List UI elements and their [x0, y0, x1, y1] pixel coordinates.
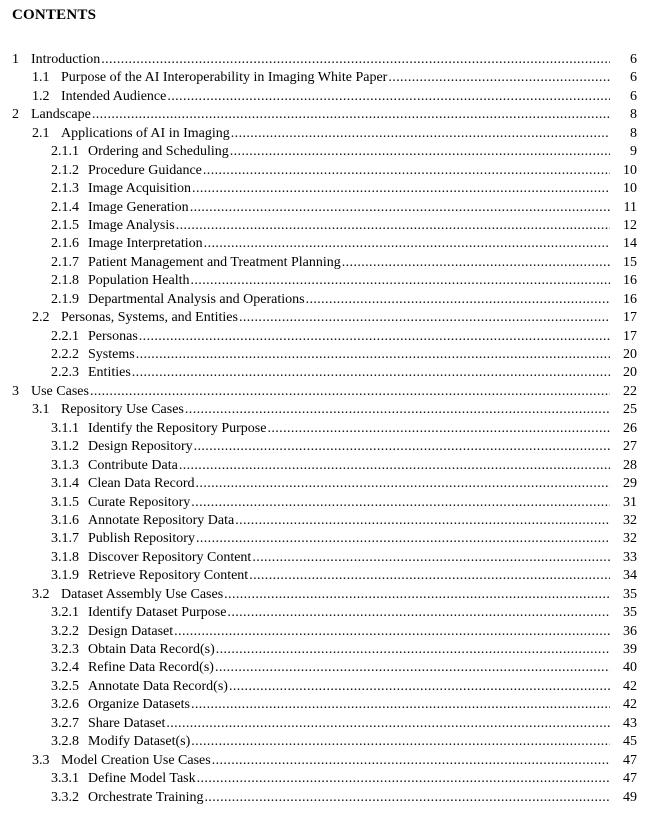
toc-entry-page[interactable]: 45	[623, 734, 637, 750]
toc-entry-title[interactable]: Share Dataset	[88, 715, 166, 731]
toc-dot-leader	[227, 604, 610, 622]
toc-entry-page[interactable]: 49	[623, 789, 637, 805]
toc-dot-leader	[191, 272, 611, 290]
toc-entry[interactable]	[0, 604, 653, 622]
toc-entry-title-wrap	[88, 530, 610, 548]
toc-entry-page[interactable]: 6	[630, 88, 637, 104]
toc-entry-page[interactable]: 15	[623, 254, 637, 270]
toc-dot-leader	[230, 143, 610, 161]
toc-entry-page[interactable]: 36	[623, 623, 637, 639]
toc-entry-title[interactable]: Repository Use Cases	[61, 402, 184, 418]
toc-dot-leader	[179, 457, 610, 475]
toc-entry-number: 3.2.5	[51, 678, 79, 694]
toc-entry-title[interactable]: Organize Datasets	[88, 697, 190, 713]
toc-entry[interactable]	[0, 733, 653, 751]
toc-entry-title-wrap	[31, 51, 610, 69]
toc-entry-number: 2.1.1	[51, 144, 79, 160]
toc-entry-title-wrap	[88, 346, 610, 364]
toc-entry-page[interactable]: 8	[630, 125, 637, 141]
toc-entry-number: 3.2.7	[51, 715, 79, 731]
toc-entry-title[interactable]: Publish Repository	[88, 531, 195, 547]
toc-entry[interactable]	[0, 789, 653, 807]
toc-entry-title[interactable]: Procedure Guidance	[88, 162, 202, 178]
toc-dot-leader	[306, 291, 610, 309]
toc-entry-title[interactable]: Intended Audience	[61, 88, 167, 104]
toc-entry[interactable]	[0, 235, 653, 253]
toc-dot-leader	[197, 770, 610, 788]
toc-entry-title-wrap	[88, 567, 610, 585]
toc-entry-title-wrap	[61, 125, 610, 143]
toc-entry-number: 1	[12, 52, 19, 67]
toc-entry-title[interactable]: Contribute Data	[88, 457, 178, 473]
toc-dot-leader	[231, 125, 610, 143]
toc-dot-leader	[191, 696, 610, 714]
toc-entry[interactable]	[0, 291, 653, 309]
toc-entry-title-wrap	[88, 604, 610, 622]
toc-entry[interactable]	[0, 494, 653, 512]
toc-dot-leader	[176, 217, 610, 235]
toc-dot-leader	[252, 549, 610, 567]
toc-entry-number: 2.2.2	[51, 347, 79, 362]
page-title: CONTENTS	[12, 7, 97, 23]
toc-entry-number: 3.1.2	[51, 439, 79, 455]
toc-entry[interactable]	[0, 457, 653, 475]
toc-entry-title-wrap	[88, 328, 610, 346]
toc-entry-number: 1.2	[32, 88, 50, 104]
toc-entry-title-wrap	[88, 770, 610, 788]
toc-entry-title[interactable]: Image Acquisition	[88, 181, 192, 197]
toc-entry-title[interactable]: Retrieve Repository Content	[88, 568, 249, 584]
toc-dot-leader	[229, 678, 610, 696]
toc-entry-title[interactable]: Define Model Task	[88, 771, 196, 787]
toc-entry-title-wrap	[61, 69, 610, 87]
toc-dot-leader	[203, 162, 610, 180]
toc-entry-page[interactable]: 28	[623, 457, 637, 473]
toc-entry-number: 2.2	[32, 310, 50, 326]
toc-entry-title[interactable]: Departmental Analysis and Operations	[88, 291, 305, 307]
toc-entry-page[interactable]: 17	[623, 328, 637, 344]
toc-entry-number: 2.2.3	[51, 365, 79, 381]
toc-entry-number: 2.1	[32, 125, 50, 141]
toc-entry-number: 2.1.7	[51, 254, 79, 270]
toc-entry-title-wrap	[88, 733, 610, 751]
toc-entry-title[interactable]: Patient Management and Treatment Planning	[88, 254, 341, 270]
toc-entry[interactable]	[0, 364, 653, 382]
toc-entry-page[interactable]: 35	[623, 586, 637, 602]
toc-entry-title-wrap	[88, 438, 610, 456]
toc-entry-title[interactable]: Refine Data Record(s)	[88, 660, 214, 676]
toc-entry-page[interactable]: 32	[623, 531, 637, 547]
toc-entry[interactable]	[0, 696, 653, 714]
toc-entry-page[interactable]: 40	[623, 660, 637, 676]
toc-entry-page[interactable]: 29	[623, 476, 637, 492]
toc-entry[interactable]	[0, 678, 653, 696]
toc-entry-number: 3.1.1	[51, 420, 79, 436]
toc-entry-page[interactable]: 6	[630, 52, 637, 67]
toc-entry-title[interactable]: Design Dataset	[88, 623, 174, 639]
toc-entry-title[interactable]: Modify Dataset(s)	[88, 734, 191, 750]
toc-entry-page[interactable]: 31	[623, 494, 637, 510]
toc-entry-title-wrap	[88, 623, 610, 641]
toc-entry-page[interactable]: 6	[630, 70, 637, 86]
toc-entry[interactable]	[0, 346, 653, 364]
toc-dot-leader	[212, 752, 610, 770]
toc-entry[interactable]	[0, 199, 653, 217]
toc-entry-number: 3.1.7	[51, 531, 79, 547]
toc-entry-title[interactable]: Curate Repository	[88, 494, 191, 510]
toc-entry-number: 3.3.1	[51, 771, 79, 787]
toc-entry-number: 2.1.5	[51, 217, 79, 233]
toc-entry-page[interactable]: 17	[623, 310, 637, 326]
toc-dot-leader	[216, 641, 610, 659]
toc-dot-leader	[196, 530, 610, 548]
toc-entry-title-wrap	[31, 106, 610, 124]
toc-entry-title[interactable]: Introduction	[31, 52, 101, 67]
toc-entry-title-wrap	[61, 88, 610, 106]
toc-dot-leader	[342, 254, 610, 272]
toc-entry-title[interactable]: Model Creation Use Cases	[61, 752, 211, 768]
toc-entry-title-wrap	[88, 641, 610, 659]
toc-entry-title-wrap	[88, 199, 610, 217]
toc-entry-page[interactable]: 33	[623, 549, 637, 565]
toc-dot-leader	[92, 106, 610, 124]
toc-dot-leader	[204, 235, 610, 253]
toc-entry[interactable]	[0, 586, 653, 604]
toc-entry-title[interactable]: Identify the Repository Purpose	[88, 420, 267, 436]
toc-entry-number: 2.2.1	[51, 328, 79, 344]
toc-entry[interactable]	[0, 567, 653, 585]
toc-entry-number: 3.2.4	[51, 660, 79, 676]
toc-entry-page[interactable]: 11	[623, 199, 637, 215]
toc-entry-page[interactable]: 20	[623, 365, 637, 381]
toc-entry[interactable]	[0, 125, 653, 143]
toc-dot-leader	[204, 789, 610, 807]
toc-entry[interactable]	[0, 512, 653, 530]
toc-entry-title[interactable]: Entities	[88, 365, 131, 381]
toc-dot-leader	[136, 346, 610, 364]
toc-dot-leader	[249, 567, 610, 585]
toc-entry[interactable]	[0, 549, 653, 567]
toc-entry-number: 3.3	[32, 752, 50, 768]
toc-entry-number: 3.1.6	[51, 512, 79, 528]
toc-entry-page[interactable]: 14	[623, 236, 637, 252]
toc-entry-title-wrap	[88, 512, 610, 530]
toc-entry-number: 3.1.8	[51, 549, 79, 565]
toc-entry-title-wrap	[88, 235, 610, 253]
toc-entry-number: 3.2.8	[51, 734, 79, 750]
toc-entry-title[interactable]: Orchestrate Training	[88, 789, 204, 805]
toc-dot-leader	[190, 199, 610, 217]
toc-entry[interactable]	[0, 217, 653, 235]
toc-entry-title-wrap	[61, 586, 610, 604]
toc-entry-title-wrap	[88, 291, 610, 309]
toc-entry[interactable]	[0, 328, 653, 346]
toc-entry-page[interactable]: 16	[623, 273, 637, 289]
toc-entry[interactable]	[0, 641, 653, 659]
toc-entry-title[interactable]: Annotate Repository Data	[88, 512, 235, 528]
toc-entry-title-wrap	[88, 659, 610, 677]
toc-entry[interactable]	[0, 162, 653, 180]
toc-entry-title[interactable]: Design Repository	[88, 439, 193, 455]
toc-entry-title[interactable]: Image Interpretation	[88, 236, 203, 252]
toc-entry-number: 2.1.4	[51, 199, 79, 215]
toc-entry-title-wrap	[88, 420, 610, 438]
toc-entry[interactable]	[0, 272, 653, 290]
toc-entry-title-wrap	[88, 494, 610, 512]
toc-entry[interactable]	[0, 180, 653, 198]
toc-entry[interactable]	[0, 623, 653, 641]
toc-dot-leader	[185, 401, 610, 419]
toc-entry[interactable]	[0, 309, 653, 327]
toc-entry-page[interactable]: 39	[623, 642, 637, 657]
toc-entry-title[interactable]: Population Health	[88, 273, 190, 289]
toc-entry-number: 3.2.6	[51, 697, 79, 713]
toc-entry[interactable]	[0, 420, 653, 438]
toc-entry-title-wrap	[88, 143, 610, 161]
toc-entry-page[interactable]: 12	[623, 217, 637, 233]
toc-dot-leader	[235, 512, 610, 530]
toc-dot-leader	[267, 420, 610, 438]
toc-entry-page[interactable]: 25	[623, 402, 637, 418]
toc-entry[interactable]	[0, 88, 653, 106]
toc-dot-leader	[388, 69, 610, 87]
toc-entry[interactable]	[0, 752, 653, 770]
toc-entry[interactable]	[0, 51, 653, 69]
toc-entry-page[interactable]: 42	[623, 678, 637, 694]
toc-entry-title[interactable]: Purpose of the AI Interoperability in Imaging White Paper	[61, 70, 388, 86]
toc-entry-number: 3.2.3	[51, 642, 79, 657]
toc-entry[interactable]	[0, 143, 653, 161]
toc-dot-leader	[132, 364, 610, 382]
toc-entry[interactable]	[0, 659, 653, 677]
toc-entry-title-wrap	[31, 383, 610, 401]
toc-entry-title-wrap	[61, 401, 610, 419]
toc-entry-page[interactable]: 27	[623, 439, 637, 455]
toc-entry-page[interactable]: 22	[623, 383, 637, 399]
toc-entry-title-wrap	[61, 309, 610, 327]
toc-dot-leader	[166, 715, 610, 733]
toc-entry-number: 3.1.9	[51, 568, 79, 584]
toc-entry-number: 3.1.3	[51, 457, 79, 473]
toc-entry-number: 2.1.2	[51, 162, 79, 178]
toc-entry-page[interactable]: 42	[623, 697, 637, 713]
toc-entry-title-wrap	[88, 696, 610, 714]
toc-entry-title-wrap	[88, 162, 610, 180]
toc-entry-number: 3	[12, 383, 19, 399]
toc-dot-leader	[224, 586, 610, 604]
toc-entry-number: 3.2.1	[51, 605, 79, 621]
toc-entry-number: 3.2.2	[51, 623, 79, 639]
toc-dot-leader	[239, 309, 610, 327]
toc-entry-title-wrap	[88, 217, 610, 235]
toc-entry-title[interactable]: Systems	[88, 347, 135, 362]
toc-entry-page[interactable]: 10	[623, 162, 637, 178]
toc-entry[interactable]	[0, 106, 653, 124]
toc-entry-page[interactable]: 47	[623, 752, 637, 768]
toc-entry-number: 2.1.3	[51, 181, 79, 197]
toc-entry-number: 3.3.2	[51, 789, 79, 805]
toc-entry-page[interactable]: 20	[623, 347, 637, 362]
toc-entry-page[interactable]: 32	[623, 512, 637, 528]
toc-entry[interactable]	[0, 254, 653, 272]
toc-dot-leader	[192, 180, 610, 198]
toc-entry[interactable]	[0, 770, 653, 788]
toc-dot-leader	[194, 438, 610, 456]
toc-entry-number: 1.1	[32, 70, 50, 86]
toc-entry[interactable]	[0, 438, 653, 456]
toc-dot-leader	[167, 88, 610, 106]
toc-entry-title-wrap	[88, 272, 610, 290]
toc-entry-title-wrap	[61, 752, 610, 770]
toc-entry-page[interactable]: 26	[623, 420, 637, 436]
toc-entry-title[interactable]: Use Cases	[31, 383, 89, 399]
toc-entry-number: 2.1.8	[51, 273, 79, 289]
table-of-contents	[0, 51, 653, 807]
toc-entry-number: 3.2	[32, 586, 50, 602]
toc-entry-number: 2.1.9	[51, 291, 79, 307]
toc-entry[interactable]	[0, 69, 653, 87]
toc-entry-title-wrap	[88, 475, 610, 493]
toc-entry-title[interactable]: Ordering and Scheduling	[88, 144, 229, 160]
toc-entry-title-wrap	[88, 457, 610, 475]
toc-entry-title-wrap	[88, 678, 610, 696]
toc-entry-title-wrap	[88, 789, 610, 807]
toc-entry-title[interactable]: Discover Repository Content	[88, 549, 252, 565]
toc-entry-title[interactable]: Clean Data Record	[88, 476, 195, 492]
toc-entry-title[interactable]: Dataset Assembly Use Cases	[61, 586, 224, 602]
toc-entry-title-wrap	[88, 715, 610, 733]
toc-entry-title[interactable]: Personas, Systems, and Entities	[61, 310, 238, 326]
toc-dot-leader	[101, 51, 610, 69]
toc-entry-page[interactable]: 34	[623, 568, 637, 584]
toc-entry-title-wrap	[88, 364, 610, 382]
toc-entry-number: 3.1.5	[51, 494, 79, 510]
toc-entry-title-wrap	[88, 180, 610, 198]
toc-dot-leader	[174, 623, 610, 641]
toc-entry[interactable]	[0, 715, 653, 733]
toc-dot-leader	[215, 659, 610, 677]
toc-entry[interactable]	[0, 401, 653, 419]
toc-entry-title[interactable]: Applications of AI in Imaging	[61, 125, 230, 141]
toc-dot-leader	[191, 733, 610, 751]
toc-entry[interactable]	[0, 530, 653, 548]
toc-dot-leader	[196, 475, 610, 493]
toc-dot-leader	[191, 494, 610, 512]
toc-entry-title-wrap	[88, 549, 610, 567]
toc-entry-title[interactable]: Identify Dataset Purpose	[88, 605, 227, 621]
toc-entry[interactable]	[0, 383, 653, 401]
toc-entry-page[interactable]: 10	[623, 181, 637, 197]
toc-dot-leader	[90, 383, 610, 401]
toc-entry-page[interactable]: 9	[630, 144, 637, 160]
toc-entry-title[interactable]: Annotate Data Record(s)	[88, 678, 228, 694]
toc-entry-page[interactable]: 8	[630, 107, 637, 123]
toc-entry-title-wrap	[88, 254, 610, 272]
toc-entry-number: 2.1.6	[51, 236, 79, 252]
toc-entry-title[interactable]: Image Generation	[88, 199, 189, 215]
toc-entry-page[interactable]: 35	[623, 605, 637, 621]
toc-entry-number: 3.1.4	[51, 476, 79, 492]
toc-entry-title[interactable]: Personas	[88, 328, 138, 344]
toc-entry-page[interactable]: 47	[623, 771, 637, 787]
toc-entry-page[interactable]: 43	[623, 715, 637, 731]
toc-entry-number: 3.1	[32, 402, 50, 418]
toc-entry[interactable]	[0, 475, 653, 493]
toc-entry-title[interactable]: Image Analysis	[88, 217, 175, 233]
toc-dot-leader	[139, 328, 610, 346]
toc-entry-number: 2	[12, 107, 19, 123]
toc-entry-title[interactable]: Landscape	[31, 107, 91, 123]
toc-entry-page[interactable]: 16	[623, 291, 637, 307]
toc-entry-title[interactable]: Obtain Data Record(s)	[88, 642, 215, 657]
